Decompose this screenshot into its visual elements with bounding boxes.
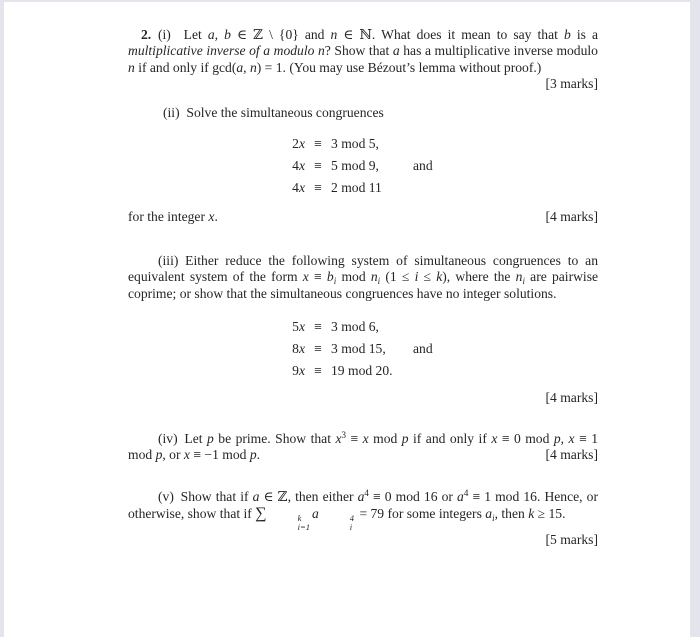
- congruence-relation: ≡: [314, 179, 322, 195]
- congruence-system-part-iii: [287, 316, 598, 382]
- congruence-connector: [413, 133, 598, 155]
- part-v-marks-line: [128, 532, 598, 548]
- text-run: p: [249, 447, 257, 463]
- text-run: .: [256, 447, 261, 463]
- text-run: a: [457, 489, 464, 505]
- text-run: has a multiplicative inverse modulo: [399, 43, 598, 59]
- text-run: n: [515, 269, 523, 285]
- text-run: = 79 for some integers: [356, 505, 486, 521]
- congruence-rhs: 3 mod 6,: [331, 319, 379, 335]
- text-run: mod: [336, 269, 371, 285]
- text-run: x: [298, 363, 305, 379]
- congruence-connector: and: [413, 157, 433, 173]
- text-run: , or: [162, 447, 184, 463]
- congruence-relation: ≡: [314, 135, 322, 151]
- part-iii-marks-line: [128, 390, 598, 406]
- text-run: ≡ 1 mod 16. Hence, or otherwise, show that if: [128, 489, 598, 521]
- text-run: are pairwise coprime; or show that the simultaneous congruences have no integer solutions.: [128, 269, 599, 301]
- text-run: b: [563, 27, 571, 42]
- part-v-text: (v) Show that if a ∈ ℤ, then either $a^4 \equiv 0$ mod 16 or $a^4 \equiv 1$ mod 16. Hence, or otherwise, show that if ∑ k i=1 a 4 i = 79 for some integers $a_i$, then k ≥ 15.: [128, 488, 598, 532]
- text-run: ≥ 15.: [534, 505, 566, 521]
- congruence-connector: and: [413, 341, 433, 357]
- text-run: p: [553, 430, 561, 446]
- question-2-part-iii: [128, 253, 598, 302]
- viewer-right-edge: [690, 0, 700, 637]
- text-run: multiplicative inverse of a modulo n: [128, 43, 325, 59]
- text-run: a, n: [236, 59, 257, 75]
- text-run: if and only if: [408, 430, 492, 446]
- text-run: x: [298, 157, 305, 173]
- text-run: i: [414, 269, 419, 285]
- congruence-relation: ≡: [314, 363, 322, 379]
- text-run: ≡ 1 mod: [128, 430, 598, 463]
- question-2-part-ii-heading: [128, 105, 598, 121]
- part-ii-marks: [4 marks]: [545, 208, 598, 224]
- part-iii-marks: [4 marks]: [545, 390, 598, 406]
- text-run: (iii) Either reduce the following system of simultaneous congruences to an equivalent system of the form: [128, 253, 598, 285]
- text-run: ∑: [255, 504, 267, 522]
- part-i-text: [128, 27, 598, 75]
- text-run: 8: [292, 341, 299, 357]
- text-run: p: [401, 430, 409, 446]
- text-run: a, b: [207, 27, 231, 42]
- text-run: a: [392, 43, 400, 59]
- text-run: ? Show that: [324, 43, 393, 59]
- text-run: p: [207, 430, 214, 446]
- congruence-rhs: 3 mod 15,: [331, 341, 386, 357]
- part-v-marks: [5 marks]: [545, 532, 598, 548]
- congruence-row: [287, 133, 598, 155]
- congruence-lhs: [287, 133, 305, 155]
- congruence-row: [287, 338, 598, 360]
- congruence-rhs: 2 mod 11: [331, 179, 382, 195]
- congruence-relation: ≡: [314, 319, 322, 335]
- text-run: n: [330, 27, 338, 42]
- part-ii-footer-text: [128, 209, 218, 224]
- text-run: (i) Let: [151, 27, 208, 42]
- sup-sub-stack: k i=1: [297, 513, 310, 532]
- text-run: a: [485, 505, 493, 521]
- text-run: b: [326, 269, 334, 285]
- part-ii-heading-text: [163, 105, 384, 120]
- text-run: (v) Show that if: [158, 489, 253, 505]
- text-run: 5: [292, 319, 299, 335]
- text-run: a: [252, 489, 260, 505]
- congruence-lhs: [287, 360, 305, 382]
- part-i-marks: [3 marks]: [545, 76, 598, 92]
- text-run: k: [528, 505, 535, 521]
- text-run: p: [155, 447, 163, 463]
- text-run: x: [208, 208, 215, 224]
- congruence-lhs: [287, 338, 305, 360]
- text-run: is a: [570, 27, 598, 42]
- congruence-lhs: [287, 155, 305, 177]
- text-run: ≡ −1 mod: [189, 447, 250, 463]
- text-run: ) = 1. (You may use Bézout’s lemma without proof.): [256, 59, 542, 75]
- text-run: , then: [494, 505, 529, 521]
- text-run: x: [335, 430, 342, 446]
- text-run: ≡ 0 mod: [497, 430, 554, 446]
- congruence-row: [287, 316, 598, 338]
- text-run: ≡: [346, 430, 363, 446]
- text-run: x: [298, 341, 305, 357]
- text-run: ∈ ℕ. What does it mean to say that: [337, 27, 564, 42]
- text-run: x: [298, 319, 305, 335]
- text-run: 9: [292, 363, 299, 379]
- sup-sub-stack: 4 i: [349, 513, 355, 532]
- text-run: be prime. Show that: [213, 430, 336, 446]
- congruence-row: [287, 155, 598, 177]
- text-run: 4: [292, 179, 299, 195]
- congruence-row: [287, 360, 598, 382]
- text-run: x: [491, 430, 498, 446]
- text-run: ≤: [418, 269, 437, 285]
- text-run: x: [362, 430, 369, 446]
- congruence-rhs: 5 mod 9,: [331, 157, 379, 173]
- viewer-left-edge: [0, 0, 4, 637]
- text-run: x: [298, 135, 305, 151]
- text-run: ≡ 0 mod 16 or: [368, 489, 458, 505]
- part-iv-text: (iv) Let p be prime. Show that $x^3 \equiv x$ mod p if and only if x ≡ 0 mod p, x ≡ 1 mod p, or x ≡ −1 mod p.: [128, 429, 598, 463]
- text-run: ∈ ℤ, then either: [259, 489, 358, 505]
- exam-paper-page: [128, 0, 598, 549]
- text-run: a: [357, 489, 365, 505]
- congruence-relation: ≡: [314, 157, 322, 173]
- text-run: (1 ≤: [380, 269, 415, 285]
- question-2-part-i: [128, 27, 598, 92]
- text-run: n: [128, 59, 135, 75]
- congruence-connector: [413, 177, 598, 199]
- text-run: ,: [560, 430, 569, 446]
- part-ii-footer: [128, 209, 598, 225]
- congruence-connector: [413, 360, 598, 382]
- congruence-rhs: 3 mod 5,: [331, 135, 379, 151]
- text-run: if and only if gcd(: [134, 59, 237, 75]
- part-iii-text: (iii) Either reduce the following system of simultaneous congruences to an equivalent system of the form $x \equiv b_i$ mod $n_i$ (1 ≤ i ≤ k), where the $n_i$ are pairwise coprime; or show that the simultaneous congruences have no integer solutions.: [128, 253, 599, 301]
- congruence-lhs: [287, 177, 305, 199]
- text-run: (ii) Solve the simultaneous congruences: [163, 105, 384, 121]
- text-run: x: [298, 179, 305, 195]
- text-run: (iv) Let: [158, 430, 208, 446]
- text-run: mod: [368, 430, 402, 446]
- congruence-rhs: 19 mod 20.: [331, 363, 393, 379]
- text-run: .: [214, 208, 218, 224]
- congruence-connector: [413, 316, 598, 338]
- congruence-relation: ≡: [314, 341, 322, 357]
- congruence-system-part-ii: [287, 133, 598, 199]
- question-2-part-v: [128, 489, 598, 531]
- text-run: x: [568, 430, 575, 446]
- question-2-part-iv: [128, 431, 598, 464]
- text-run: ), where the: [442, 269, 516, 285]
- congruence-lhs: [287, 316, 305, 338]
- text-run: 2: [292, 135, 299, 151]
- text-run: 4: [292, 157, 299, 173]
- text-run: ≡: [308, 269, 327, 285]
- text-run: n: [370, 269, 378, 285]
- congruence-row: [287, 177, 598, 199]
- text-run: k: [436, 269, 443, 285]
- part-iv-marks: [4 marks]: [545, 447, 598, 463]
- text-run: a: [312, 505, 319, 521]
- text-run: x: [183, 447, 190, 463]
- text-run: x: [302, 269, 309, 285]
- text-run: 2.: [141, 27, 152, 42]
- text-run: for the integer: [128, 208, 209, 224]
- text-run: ∈ ℤ \ {0} and: [230, 27, 331, 42]
